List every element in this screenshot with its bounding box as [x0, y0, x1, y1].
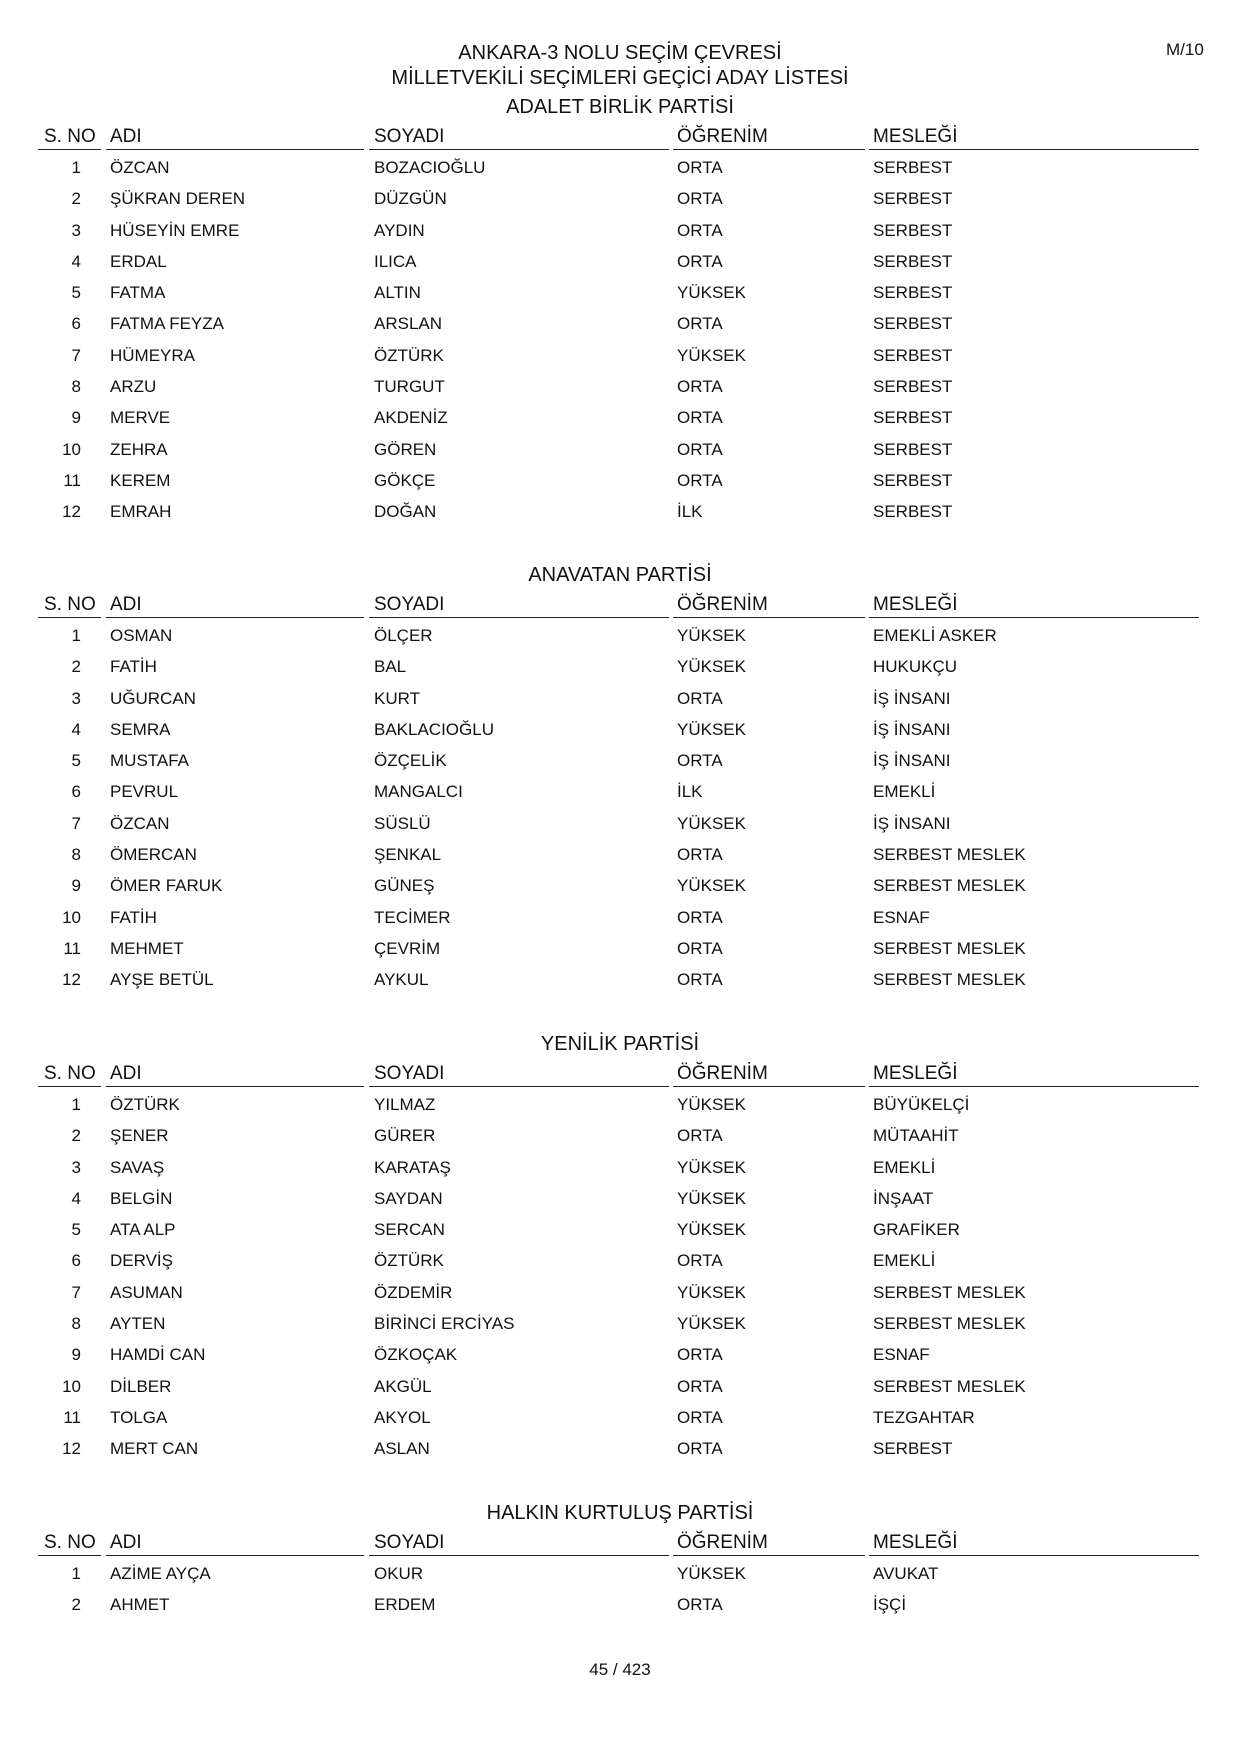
table-row: [0, 1433, 1240, 1464]
cell-meslegi: SERBEST MESLEK: [873, 938, 1026, 958]
cell-meslegi: GRAFİKER: [873, 1220, 960, 1240]
header-rule: [106, 1555, 364, 1556]
cell-sno: 2: [71, 189, 81, 209]
cell-soyadi: GÖKÇE: [374, 470, 436, 490]
table-row: [0, 1183, 1240, 1214]
cell-sno: 2: [71, 1126, 81, 1146]
table-row: [0, 371, 1240, 402]
cell-sno: 6: [71, 314, 81, 334]
cell-ogrenim: ORTA: [677, 377, 723, 397]
cell-soyadi: GÖREN: [374, 439, 437, 459]
cell-meslegi: ESNAF: [873, 907, 930, 927]
cell-ogrenim: YÜKSEK: [677, 1282, 746, 1302]
cell-sno: 9: [71, 408, 81, 428]
cell-adi: UĞURCAN: [110, 688, 196, 708]
cell-adi: ERDAL: [110, 251, 167, 271]
cell-sno: 4: [71, 1188, 81, 1208]
cell-soyadi: ŞENKAL: [374, 845, 442, 865]
cell-meslegi: İŞÇİ: [873, 1595, 907, 1615]
cell-ogrenim: ORTA: [677, 1126, 723, 1146]
cell-adi: SEMRA: [110, 719, 171, 739]
cell-ogrenim: ORTA: [677, 938, 723, 958]
cell-meslegi: SERBEST: [873, 158, 953, 177]
cell-meslegi: SERBEST MESLEK: [873, 970, 1026, 990]
cell-meslegi: BÜYÜKELÇİ: [873, 1095, 970, 1114]
cell-ogrenim: ORTA: [677, 1407, 723, 1427]
cell-soyadi: SERCAN: [374, 1220, 445, 1240]
party-title: YENİLİK PARTİSİ: [540, 1033, 700, 1055]
cell-meslegi: SERBEST: [873, 220, 953, 240]
cell-ogrenim: YÜKSEK: [677, 876, 746, 896]
cell-ogrenim: YÜKSEK: [677, 1157, 746, 1177]
table-row: [0, 1152, 1240, 1183]
cell-soyadi: TECİMER: [374, 907, 451, 927]
cell-meslegi: AVUKAT: [873, 1564, 939, 1583]
cell-ogrenim: ORTA: [677, 1376, 723, 1396]
cell-sno: 7: [71, 345, 81, 365]
cell-meslegi: SERBEST: [873, 1439, 953, 1459]
header-rule: [38, 1086, 101, 1087]
cell-ogrenim: ORTA: [677, 189, 723, 209]
page-code: M/10: [1166, 40, 1204, 59]
header-soyadi: SOYADI: [374, 1063, 445, 1084]
cell-sno: 1: [71, 158, 81, 177]
header-rule: [38, 1555, 101, 1556]
cell-sno: 5: [71, 1220, 81, 1240]
cell-ogrenim: ORTA: [677, 439, 723, 459]
header-rule: [369, 617, 669, 618]
header-rule: [673, 1555, 865, 1556]
header-adi: ADI: [110, 1063, 142, 1084]
cell-sno: 2: [71, 1595, 81, 1615]
table-row: [0, 152, 1240, 183]
table-row: [0, 308, 1240, 339]
cell-adi: FATMA FEYZA: [110, 314, 224, 334]
cell-ogrenim: ORTA: [677, 220, 723, 240]
header-rule: [38, 149, 101, 150]
header-rule: [869, 149, 1199, 150]
cell-soyadi: MANGALCI: [374, 782, 463, 802]
cell-soyadi: BAKLACIOĞLU: [374, 719, 494, 739]
cell-soyadi: ÖZÇELİK: [374, 751, 447, 771]
cell-meslegi: TEZGAHTAR: [873, 1407, 975, 1427]
header-sno: S. NO: [44, 126, 96, 147]
cell-adi: ASUMAN: [110, 1282, 183, 1302]
cell-sno: 3: [71, 220, 81, 240]
cell-sno: 12: [62, 1439, 81, 1459]
table-row: [0, 215, 1240, 246]
cell-adi: MERT CAN: [110, 1439, 199, 1459]
party-section: [0, 563, 1240, 996]
header-rule: [106, 149, 364, 150]
cell-meslegi: SERBEST: [873, 345, 953, 365]
table-header: [0, 588, 1240, 620]
header-meslegi: MESLEĞİ: [873, 126, 958, 147]
table-row: [0, 183, 1240, 214]
cell-sno: 8: [71, 1314, 81, 1334]
table-row: [0, 340, 1240, 371]
cell-soyadi: AKDENİZ: [374, 408, 448, 428]
cell-meslegi: EMEKLİ: [873, 1251, 936, 1271]
cell-soyadi: AKGÜL: [374, 1376, 432, 1396]
cell-ogrenim: YÜKSEK: [677, 1314, 746, 1334]
table-row: [0, 1402, 1240, 1433]
cell-sno: 9: [71, 876, 81, 896]
cell-adi: OSMAN: [110, 626, 173, 645]
cell-adi: MEHMET: [110, 938, 184, 958]
cell-sno: 12: [62, 502, 81, 522]
cell-adi: DERVİŞ: [110, 1251, 173, 1271]
table-row: [0, 1339, 1240, 1370]
party-section: [0, 1032, 1240, 1465]
cell-meslegi: SERBEST: [873, 189, 953, 209]
cell-ogrenim: İLK: [677, 502, 703, 522]
cell-adi: FATMA: [110, 283, 166, 303]
cell-meslegi: EMEKLİ: [873, 782, 936, 802]
header-rule: [369, 1555, 669, 1556]
cell-ogrenim: ORTA: [677, 970, 723, 990]
table-row: [0, 651, 1240, 682]
header-soyadi: SOYADI: [374, 1532, 445, 1553]
header-soyadi: SOYADI: [374, 594, 445, 615]
cell-soyadi: SÜSLÜ: [374, 813, 431, 833]
cell-soyadi: ÖZTÜRK: [374, 1251, 444, 1271]
header-sno: S. NO: [44, 1532, 96, 1553]
cell-meslegi: SERBEST MESLEK: [873, 1282, 1026, 1302]
header-adi: ADI: [110, 594, 142, 615]
table-row: [0, 1089, 1240, 1120]
cell-meslegi: SERBEST MESLEK: [873, 876, 1026, 896]
title-list: MİLLETVEKİLİ SEÇİMLERİ GEÇİCİ ADAY LİSTESİ: [391, 67, 849, 89]
cell-ogrenim: ORTA: [677, 251, 723, 271]
cell-ogrenim: YÜKSEK: [677, 813, 746, 833]
cell-sno: 9: [71, 1345, 81, 1365]
cell-sno: 8: [71, 845, 81, 865]
cell-sno: 5: [71, 751, 81, 771]
header-soyadi: SOYADI: [374, 126, 445, 147]
header-ogrenim: ÖĞRENİM: [677, 1063, 768, 1084]
cell-soyadi: BİRİNCİ ERCİYAS: [374, 1314, 515, 1334]
table-row: [0, 839, 1240, 870]
document-header: [0, 41, 1240, 91]
table-row: [0, 1245, 1240, 1276]
table-header: [0, 1057, 1240, 1089]
cell-meslegi: EMEKLİ: [873, 1157, 936, 1177]
table-row: [0, 1308, 1240, 1339]
cell-soyadi: ASLAN: [374, 1439, 430, 1459]
cell-ogrenim: ORTA: [677, 845, 723, 865]
cell-ogrenim: ORTA: [677, 1251, 723, 1271]
party-title: ADALET BİRLİK PARTİSİ: [506, 96, 734, 118]
cell-meslegi: SERBEST: [873, 439, 953, 459]
cell-soyadi: DOĞAN: [374, 502, 437, 522]
cell-soyadi: GÜRER: [374, 1126, 436, 1146]
cell-ogrenim: YÜKSEK: [677, 283, 746, 303]
cell-sno: 4: [71, 251, 81, 271]
header-rule: [869, 1555, 1199, 1556]
cell-meslegi: HUKUKÇU: [873, 657, 958, 677]
cell-adi: ÖMERCAN: [110, 845, 197, 865]
cell-adi: ŞÜKRAN DEREN: [110, 189, 246, 209]
table-row: [0, 964, 1240, 995]
cell-sno: 11: [63, 470, 81, 490]
table-row: [0, 246, 1240, 277]
cell-ogrenim: ORTA: [677, 314, 723, 334]
cell-sno: 3: [71, 688, 81, 708]
table-row: [0, 808, 1240, 839]
header-meslegi: MESLEĞİ: [873, 1063, 958, 1084]
cell-meslegi: SERBEST MESLEK: [873, 845, 1026, 865]
header-adi: ADI: [110, 126, 142, 147]
cell-ogrenim: ORTA: [677, 470, 723, 490]
cell-ogrenim: YÜKSEK: [677, 345, 746, 365]
header-rule: [869, 617, 1199, 618]
header-rule: [106, 617, 364, 618]
cell-sno: 1: [71, 1564, 81, 1583]
header-ogrenim: ÖĞRENİM: [677, 126, 768, 147]
cell-sno: 2: [71, 657, 81, 677]
cell-meslegi: MÜTAAHİT: [873, 1126, 959, 1146]
cell-soyadi: AYKUL: [374, 970, 429, 990]
header-rule: [673, 617, 865, 618]
table-row: [0, 1120, 1240, 1151]
cell-sno: 6: [71, 1251, 81, 1271]
header-ogrenim: ÖĞRENİM: [677, 594, 768, 615]
table-row: [0, 1589, 1240, 1620]
cell-ogrenim: YÜKSEK: [677, 719, 746, 739]
table-row: [0, 902, 1240, 933]
cell-ogrenim: ORTA: [677, 907, 723, 927]
cell-meslegi: SERBEST: [873, 502, 953, 522]
party-title: HALKIN KURTULUŞ PARTİSİ: [486, 1502, 754, 1524]
cell-ogrenim: YÜKSEK: [677, 657, 746, 677]
header-rule: [673, 149, 865, 150]
cell-meslegi: İŞ İNSANI: [873, 719, 951, 739]
cell-meslegi: İŞ İNSANI: [873, 751, 951, 771]
cell-adi: FATİH: [110, 657, 157, 677]
cell-adi: AZİME AYÇA: [110, 1564, 211, 1583]
cell-adi: AYTEN: [110, 1314, 166, 1334]
cell-meslegi: ESNAF: [873, 1345, 930, 1365]
cell-adi: PEVRUL: [110, 782, 179, 802]
cell-adi: HAMDİ CAN: [110, 1345, 206, 1365]
cell-adi: EMRAH: [110, 502, 172, 522]
cell-meslegi: SERBEST: [873, 314, 953, 334]
table-row: [0, 277, 1240, 308]
cell-sno: 8: [71, 377, 81, 397]
cell-soyadi: ÖZKOÇAK: [374, 1345, 458, 1365]
cell-soyadi: YILMAZ: [374, 1095, 436, 1114]
cell-adi: HÜSEYİN EMRE: [110, 220, 240, 240]
cell-meslegi: SERBEST: [873, 283, 953, 303]
cell-adi: ÖMER FARUK: [110, 876, 223, 896]
cell-soyadi: ÖLÇER: [374, 626, 433, 645]
table-row: [0, 1558, 1240, 1589]
header-rule: [38, 617, 101, 618]
cell-soyadi: ALTIN: [374, 283, 421, 303]
cell-ogrenim: İLK: [677, 782, 703, 802]
table-row: [0, 776, 1240, 807]
cell-sno: 10: [62, 1376, 81, 1396]
cell-sno: 6: [71, 782, 81, 802]
cell-soyadi: ÖZDEMİR: [374, 1282, 453, 1302]
cell-meslegi: SERBEST: [873, 408, 953, 428]
header-rule: [369, 1086, 669, 1087]
cell-soyadi: ÖZTÜRK: [374, 345, 444, 365]
table-row: [0, 683, 1240, 714]
cell-meslegi: İNŞAAT: [873, 1188, 934, 1208]
cell-sno: 11: [63, 1407, 81, 1427]
table-row: [0, 1277, 1240, 1308]
cell-sno: 11: [63, 938, 81, 958]
cell-meslegi: SERBEST MESLEK: [873, 1376, 1026, 1396]
table-row: [0, 870, 1240, 901]
cell-sno: 1: [71, 626, 81, 645]
header-adi: ADI: [110, 1532, 142, 1553]
cell-adi: ÖZTÜRK: [110, 1095, 180, 1114]
cell-soyadi: OKUR: [374, 1564, 424, 1583]
cell-adi: HÜMEYRA: [110, 345, 196, 365]
cell-adi: SAVAŞ: [110, 1157, 165, 1177]
cell-soyadi: KURT: [374, 688, 420, 708]
cell-adi: ÖZCAN: [110, 158, 170, 177]
cell-soyadi: SAYDAN: [374, 1188, 443, 1208]
cell-meslegi: İŞ İNSANI: [873, 688, 951, 708]
header-meslegi: MESLEĞİ: [873, 594, 958, 615]
cell-meslegi: SERBEST: [873, 470, 953, 490]
cell-soyadi: ERDEM: [374, 1595, 436, 1615]
header-meslegi: MESLEĞİ: [873, 1532, 958, 1553]
cell-meslegi: SERBEST: [873, 377, 953, 397]
cell-adi: TOLGA: [110, 1407, 168, 1427]
cell-adi: ŞENER: [110, 1126, 169, 1146]
cell-ogrenim: ORTA: [677, 751, 723, 771]
header-sno: S. NO: [44, 1063, 96, 1084]
cell-meslegi: EMEKLİ ASKER: [873, 626, 997, 645]
party-section: [0, 1501, 1240, 1621]
table-row: [0, 1214, 1240, 1245]
cell-adi: ATA ALP: [110, 1220, 176, 1240]
table-row: [0, 402, 1240, 433]
cell-adi: ZEHRA: [110, 439, 168, 459]
cell-sno: 7: [71, 1282, 81, 1302]
page-number: 45 / 423: [589, 1660, 651, 1679]
table-header: [0, 120, 1240, 152]
cell-adi: ÖZCAN: [110, 813, 170, 833]
cell-soyadi: KARATAŞ: [374, 1157, 451, 1177]
cell-soyadi: DÜZGÜN: [374, 189, 447, 209]
cell-ogrenim: ORTA: [677, 408, 723, 428]
cell-adi: AYŞE BETÜL: [110, 970, 214, 990]
header-rule: [369, 149, 669, 150]
cell-sno: 5: [71, 283, 81, 303]
cell-ogrenim: ORTA: [677, 1345, 723, 1365]
cell-sno: 7: [71, 813, 81, 833]
cell-sno: 4: [71, 719, 81, 739]
cell-soyadi: ILICA: [374, 251, 417, 271]
table-row: [0, 745, 1240, 776]
table-row: [0, 933, 1240, 964]
cell-ogrenim: YÜKSEK: [677, 1095, 746, 1114]
cell-soyadi: GÜNEŞ: [374, 876, 435, 896]
table-row: [0, 1371, 1240, 1402]
cell-ogrenim: YÜKSEK: [677, 1220, 746, 1240]
cell-sno: 3: [71, 1157, 81, 1177]
cell-ogrenim: YÜKSEK: [677, 1564, 746, 1583]
cell-ogrenim: ORTA: [677, 158, 723, 177]
cell-adi: FATİH: [110, 907, 157, 927]
cell-meslegi: İŞ İNSANI: [873, 813, 951, 833]
cell-adi: BELGİN: [110, 1188, 173, 1208]
cell-soyadi: BOZACIOĞLU: [374, 158, 486, 177]
cell-adi: ARZU: [110, 377, 157, 397]
cell-adi: MUSTAFA: [110, 751, 190, 771]
cell-adi: KEREM: [110, 470, 171, 490]
cell-ogrenim: YÜKSEK: [677, 1188, 746, 1208]
header-ogrenim: ÖĞRENİM: [677, 1532, 768, 1553]
cell-adi: MERVE: [110, 408, 171, 428]
party-title: ANAVATAN PARTİSİ: [528, 564, 712, 586]
cell-soyadi: BAL: [374, 657, 407, 677]
cell-soyadi: ARSLAN: [374, 314, 443, 334]
header-rule: [673, 1086, 865, 1087]
header-rule: [106, 1086, 364, 1087]
table-header: [0, 1526, 1240, 1558]
table-row: [0, 496, 1240, 527]
cell-meslegi: SERBEST: [873, 251, 953, 271]
cell-soyadi: AYDIN: [374, 220, 425, 240]
cell-soyadi: AKYOL: [374, 1407, 431, 1427]
cell-ogrenim: ORTA: [677, 688, 723, 708]
table-row: [0, 714, 1240, 745]
table-row: [0, 434, 1240, 465]
cell-ogrenim: ORTA: [677, 1595, 723, 1615]
cell-ogrenim: YÜKSEK: [677, 626, 746, 645]
title-constituency: ANKARA-3 NOLU SEÇİM ÇEVRESİ: [458, 42, 782, 64]
cell-sno: 1: [71, 1095, 81, 1114]
cell-soyadi: ÇEVRİM: [374, 938, 441, 958]
cell-sno: 10: [62, 439, 81, 459]
cell-soyadi: TURGUT: [374, 377, 445, 397]
cell-adi: AHMET: [110, 1595, 170, 1615]
cell-ogrenim: ORTA: [677, 1439, 723, 1459]
table-row: [0, 620, 1240, 651]
header-sno: S. NO: [44, 594, 96, 615]
header-rule: [869, 1086, 1199, 1087]
cell-sno: 10: [62, 907, 81, 927]
cell-adi: DİLBER: [110, 1376, 172, 1396]
party-section: [0, 95, 1240, 528]
cell-sno: 12: [62, 970, 81, 990]
cell-meslegi: SERBEST MESLEK: [873, 1314, 1026, 1334]
table-row: [0, 465, 1240, 496]
